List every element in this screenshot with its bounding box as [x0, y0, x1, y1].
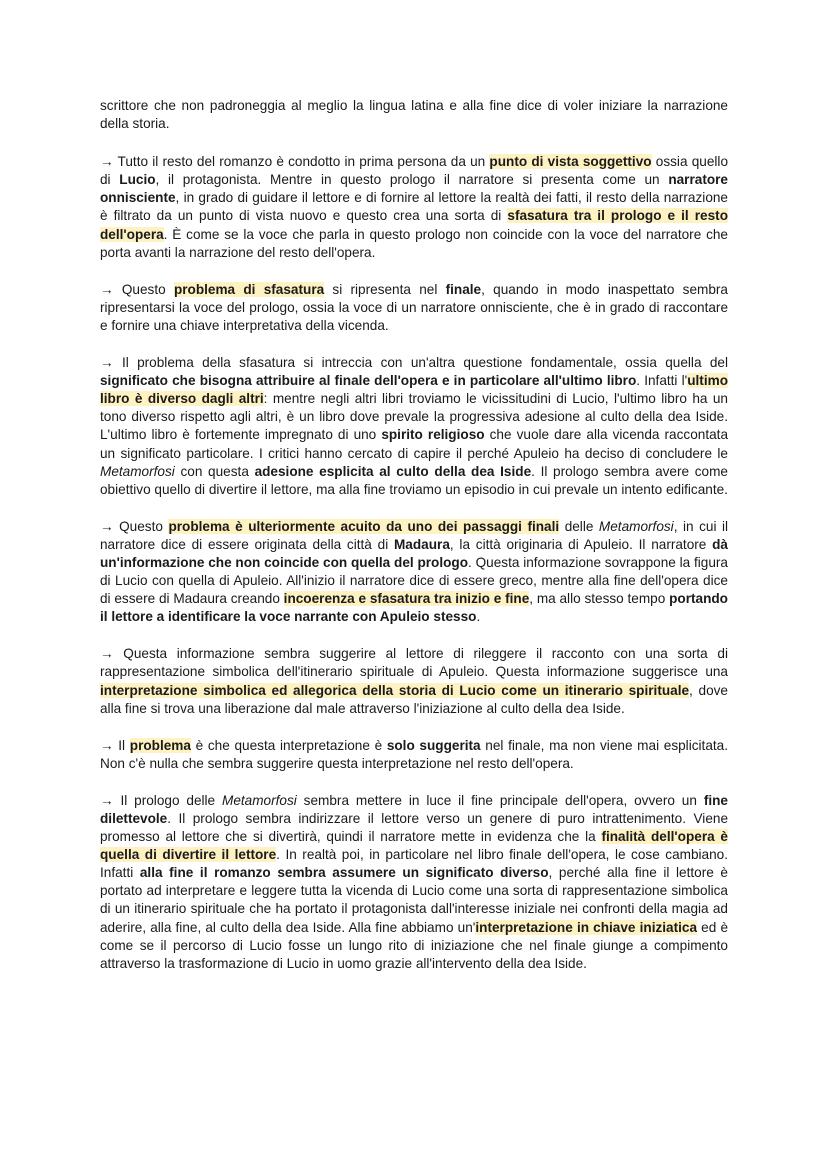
highlighted-text: punto di vista soggettivo — [489, 154, 652, 170]
bold-text: solo suggerita — [386, 737, 481, 753]
text-run: ed è come se il percorso di Lucio fosse un lungo rito di iniziazione che nel finale giunge a compimento attraverso la trasformazione di Lucio in uomo grazie all'intervento della dea Iside. — [100, 919, 729, 971]
text-run: , quando in modo inaspettato sembra ripresentarsi la voce del prologo, ossia la voce di un narratore onnisciente, che è in grado di raccontare e fornire una chiave interpretativa della vicenda. — [100, 281, 728, 333]
italic-text: Metamorfosi — [222, 792, 297, 808]
text-run: → Questo — [100, 518, 169, 534]
text-run: . Infatti l' — [636, 373, 688, 389]
bold-text: finale — [445, 281, 482, 297]
text-run: . Il prologo sembra indirizzare il lettore verso un genere di puro intrattenimento. Viene promesso al lettore che si divertirà, quindi il narratore mette in evidenza che la — [100, 811, 728, 845]
text-run: , in grado di guidare il lettore e di fornire al lettore la realtà dei fatti, il resto della narrazione è filtrato da un punto di vista nuovo e questo crea una sorta di — [100, 190, 728, 224]
text-run: . Questa informazione sovrappone la figura di Lucio con quella di Apuleio. All'inizio il narratore dice di essere greco, mentre alla fine dell'opera dice di essere di Madaura creando — [100, 554, 728, 607]
bold-text: alla fine il romanzo sembra assumere un significato diverso — [139, 865, 549, 881]
highlighted-text: ultimo libro è diverso dagli altri — [100, 373, 728, 407]
text-run: , il protagonista. Mentre in questo prologo il narratore si presenta come un — [155, 172, 669, 188]
bold-text: Lucio — [119, 172, 156, 188]
text-run: → Tutto il resto del romanzo è condotto in prima persona da un — [100, 154, 490, 170]
text-run: , in cui il narratore dice di essere originata della città di — [100, 518, 729, 552]
paragraph — [100, 645, 728, 717]
text-run: → Il prologo delle — [100, 792, 222, 808]
italic-text: Metamorfosi — [598, 518, 674, 534]
paragraph — [100, 97, 728, 133]
text-run: → Questo — [100, 281, 174, 297]
text-run: : mentre negli altri libri troviamo le vicissitudini di Lucio, l'ultimo libro ha un tono diverso rispetto agli altri, è un libro dove prevale la progressiva adesione al culto della dea Iside. L'ultimo libro è fortemente impregnato di uno — [100, 391, 728, 443]
highlighted-text: interpretazione simbolica ed allegorica della storia di Lucio come un itinerario spirituale — [100, 682, 690, 698]
document-body — [100, 97, 728, 973]
text-run: che vuole dare alla vicenda raccontata un significato particolare. I critici hanno cercato di capire il perché Apuleio ha deciso di concludere le — [100, 427, 729, 461]
text-run: , ma allo stesso tempo — [529, 591, 670, 607]
bold-text: narratore onnisciente — [100, 172, 728, 206]
highlighted-text: problema — [129, 737, 191, 753]
text-run: , la città originaria di Apuleio. Il narratore — [449, 536, 713, 552]
highlighted-text: interpretazione in chiave iniziatica — [475, 919, 698, 935]
bold-text: adesione esplicita al culto della dea Iside — [254, 463, 532, 479]
bold-text: portando il lettore a identificare la voce narrante con Apuleio stesso — [100, 591, 728, 625]
paragraph — [100, 792, 728, 973]
text-run: è che questa interpretazione è — [190, 737, 387, 753]
text-run: con questa — [174, 463, 255, 479]
bold-text: Madaura — [393, 536, 450, 552]
bold-text: fine dilettevole — [100, 792, 728, 826]
paragraph — [100, 354, 728, 499]
text-run: nel finale, ma non viene mai esplicitata. Non c'è nulla che sembra suggerire questa interpretazione nel resto dell'opera. — [100, 737, 728, 771]
text-run: delle — [559, 518, 599, 534]
paragraph — [100, 737, 728, 773]
text-run: ossia quello di — [100, 154, 729, 188]
paragraph — [100, 153, 728, 262]
paragraph — [100, 281, 728, 335]
bold-text: significato che bisogna attribuire al finale dell'opera e in particolare all'ultimo libro — [100, 373, 637, 389]
text-run: , perché alla fine il lettore è portato ad interpretare e leggere tutta la vicenda di Lucio come una sorta di rappresentazione simbolica di un itinerario spirituale che ha portato il protagonista dall'interesse iniziale nei confronti della magia ad aderire, alla fine, al culto della dea Iside. Alla fine abbiamo un' — [100, 865, 728, 935]
bold-text: dà un'informazione che non coincide con quella del prologo — [100, 536, 728, 570]
paragraph — [100, 518, 728, 627]
text-run: scrittore che non padroneggia al meglio la lingua latina e alla fine dice di voler iniziare la narrazione della storia. — [100, 98, 728, 132]
text-run: , dove alla fine si trova una liberazione dal male attraverso l'iniziazione al culto della dea Iside. — [100, 682, 728, 716]
highlighted-text: problema è ulteriormente acuito da uno dei passaggi finali — [168, 518, 560, 534]
text-run: si ripresenta nel — [324, 281, 446, 297]
text-run: → Il problema della sfasatura si intreccia con un'altra questione fondamentale, ossia quella del — [100, 355, 728, 371]
text-run: sembra mettere in luce il fine principale dell'opera, ovvero un — [296, 792, 704, 808]
text-run: . È come se la voce che parla in questo prologo non coincide con la voce del narratore che porta avanti la narrazione del resto dell'opera. — [100, 226, 728, 260]
highlighted-text: incoerenza e sfasatura tra inizio e fine — [283, 591, 530, 607]
text-run: . — [476, 609, 481, 625]
text-run: → Il — [100, 737, 130, 753]
text-run: . Il prologo sembra avere come obiettivo quello di divertire il lettore, ma alla fine troviamo un episodio in cui prevale un intento edificante. — [100, 463, 728, 497]
text-run: . In realtà poi, in particolare nel libro finale dell'opera, le cose cambiano. Infatti — [100, 847, 729, 881]
highlighted-text: finalità dell'opera è quella di divertire il lettore — [100, 829, 728, 863]
highlighted-text: sfasatura tra il prologo e il resto dell'opera — [100, 208, 728, 242]
bold-text: spirito religioso — [381, 427, 485, 443]
italic-text: Metamorfosi — [100, 463, 175, 479]
text-run: → Questa informazione sembra suggerire al lettore di rileggere il racconto con una sorta di rappresentazione simbolica dell'itinerario spirituale di Apuleio. Questa informazione suggerisce una — [100, 646, 728, 680]
highlighted-text: problema di sfasatura — [173, 281, 325, 297]
